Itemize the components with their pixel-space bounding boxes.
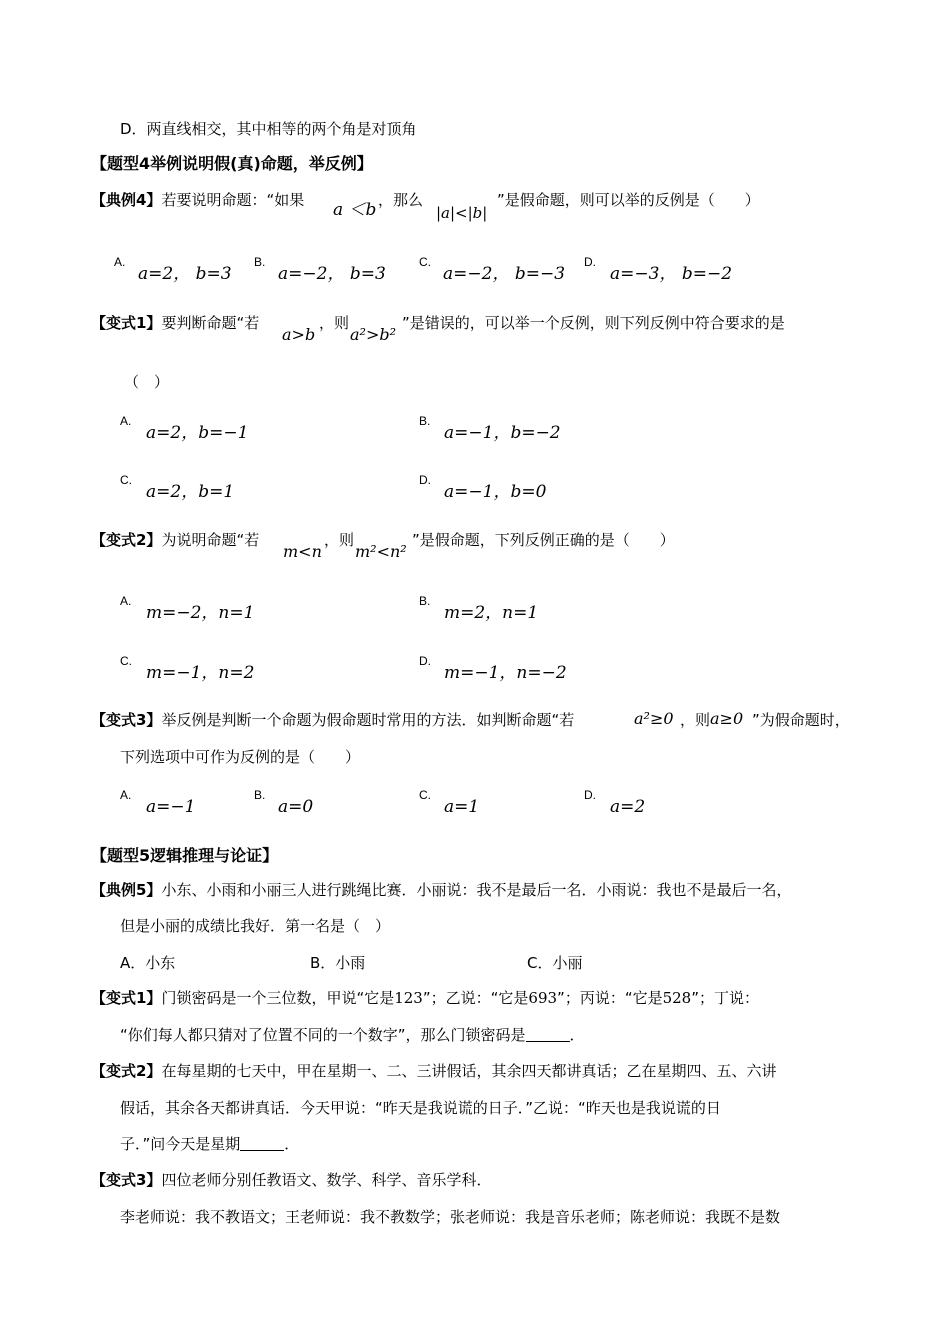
example4-option-a[interactable]: a=2， b=3	[138, 264, 232, 284]
t5-variant2-label: 【变式2】	[91, 1062, 162, 1080]
variant3-option-c[interactable]: a=1	[444, 797, 480, 817]
t5-variant1-line2-text: “你们每人都只猜对了位置不同的一个数字”，那么门锁密码是	[120, 1026, 526, 1044]
answer-blank[interactable]	[526, 1027, 570, 1042]
example4-option-c[interactable]: a=−2， b=−3	[443, 264, 566, 284]
example4-text-1: 若要说明命题：“如果	[161, 191, 305, 209]
example4-stem	[91, 190, 304, 210]
t5-variant1-text-2: ”；乙说：“它是	[422, 989, 529, 1007]
variant3-label: 【变式3】	[91, 711, 162, 729]
variant3-text-3: ”为假命题时，	[752, 711, 850, 729]
variant1-option-b[interactable]: a=−1，b=−2	[444, 423, 561, 443]
t5-variant1-label: 【变式1】	[91, 989, 162, 1007]
variant2-option-a[interactable]: m=−2，n=1	[146, 603, 255, 623]
example4-conclusion: |a|<|b|	[436, 204, 488, 222]
variant1-text-3: ”是错误的，可以举一个反例，则下列反例中符合要求的是	[402, 314, 785, 332]
variant1-text-1: 要判断命题“若	[161, 314, 260, 332]
variant3-option-d-letter[interactable]: D.	[584, 788, 596, 802]
example5-option-c[interactable]: C．小丽	[527, 954, 583, 972]
variant3-conclusion: a≥0	[710, 709, 744, 728]
variant2-text-1: 为说明命题“若	[161, 531, 260, 549]
t5-variant2-line3-text: 子．”问今天是星期	[120, 1135, 241, 1153]
t5-variant1-end: ．	[569, 1026, 585, 1044]
variant2-text-3: ”是假命题，下列反例正确的是（ ）	[412, 531, 675, 549]
example5-stem	[91, 880, 791, 900]
variant1-label: 【变式1】	[91, 314, 162, 332]
example4-option-b-letter[interactable]: B.	[254, 255, 266, 269]
variant1-condition: a>b	[282, 325, 316, 344]
variant2-option-b[interactable]: m=2，n=1	[444, 603, 539, 623]
variant2-label: 【变式2】	[91, 531, 162, 549]
t5-variant3-line1	[91, 1170, 491, 1190]
example4-option-d-letter[interactable]: D.	[584, 255, 596, 269]
t5-variant3-line1-text: 四位老师分别任教语文、数学、科学、音乐学科．	[161, 1171, 492, 1189]
variant2-option-a-letter[interactable]: A.	[120, 594, 132, 608]
t5-variant2-end: ．	[284, 1135, 300, 1153]
variant1-conclusion: a²>b²	[350, 325, 397, 344]
variant2-option-d[interactable]: m=−1，n=−2	[444, 663, 567, 683]
variant3-stem	[91, 710, 574, 730]
variant3-option-a[interactable]: a=−1	[146, 797, 196, 817]
t5-variant3-line2: 李老师说：我不教语文；王老师说：我不教数学；张老师说：我是音乐老师；陈老师说：我既不是数	[120, 1208, 781, 1226]
example4-text-2: ，那么	[378, 191, 424, 209]
variant2-option-d-letter[interactable]: D.	[419, 654, 431, 668]
example5-option-b[interactable]: B．小雨	[310, 954, 366, 972]
example5-line1: 小东、小雨和小丽三人进行跳绳比赛．小丽说：我不是最后一名．小雨说：我也不是最后一名，	[161, 881, 792, 899]
variant3-option-b[interactable]: a=0	[278, 797, 314, 817]
variant1-option-b-letter[interactable]: B.	[419, 414, 431, 428]
example5-line2: 但是小丽的成绩比我好．第一名是（ ）	[120, 917, 391, 935]
variant1-stem	[91, 313, 259, 333]
t5-variant2-line3	[120, 1134, 299, 1154]
variant2-option-b-letter[interactable]: B.	[419, 594, 431, 608]
variant2-condition: m<n	[283, 542, 322, 561]
t5-variant1-number-2: 693	[528, 989, 558, 1007]
t5-variant2-line2: 假话，其余各天都讲真话．今天甲说：“昨天是我说谎的日子．”乙说：“昨天也是我说谎的日	[120, 1099, 721, 1117]
section-heading-type4: 【题型4举例说明假(真)命题，举反例】	[91, 154, 373, 173]
t5-variant2-line1	[91, 1061, 776, 1081]
t5-variant1-line1	[91, 988, 759, 1008]
variant1-option-a-letter[interactable]: A.	[120, 414, 132, 428]
variant2-option-c-letter[interactable]: C.	[120, 654, 132, 668]
example5-label: 【典例5】	[91, 881, 162, 899]
example5-option-a[interactable]: A．小东	[120, 954, 176, 972]
variant1-option-c[interactable]: a=2，b=1	[146, 482, 235, 502]
variant1-option-d-letter[interactable]: D.	[419, 473, 431, 487]
variant1-text-2: ，则	[319, 314, 350, 332]
example4-option-b[interactable]: a=−2， b=3	[278, 264, 386, 284]
t5-variant2-line1-text: 在每星期的七天中，甲在星期一、二、三讲假话，其余四天都讲真话；乙在星期四、五、六讲	[161, 1062, 777, 1080]
variant2-conclusion: m²<n²	[355, 542, 407, 561]
t5-variant1-number-1: 123	[394, 989, 423, 1007]
variant3-text-1: 举反例是判断一个命题为假命题时常用的方法．如判断命题“若	[161, 711, 575, 729]
t5-variant1-text-3: ”；丙说：“它是	[557, 989, 663, 1007]
variant1-paren: （ ）	[124, 373, 170, 391]
example4-label: 【典例4】	[91, 191, 162, 209]
example4-option-d[interactable]: a=−3， b=−2	[610, 264, 733, 284]
example4-option-a-letter[interactable]: A.	[114, 255, 126, 269]
variant2-option-c[interactable]: m=−1，n=2	[146, 663, 255, 683]
prev-option-d: D．两直线相交，其中相等的两个角是对顶角	[120, 120, 417, 138]
answer-blank[interactable]	[240, 1136, 284, 1151]
variant3-line2: 下列选项中可作为反例的是（ ）	[120, 748, 361, 766]
variant2-text-2: ，则	[324, 531, 355, 549]
t5-variant1-text-4: ”；丁说：	[691, 989, 760, 1007]
t5-variant1-text-1: 门锁密码是一个三位数，甲说“它是	[161, 989, 395, 1007]
variant1-option-d[interactable]: a=−1，b=0	[444, 482, 547, 502]
example4-option-c-letter[interactable]: C.	[419, 255, 431, 269]
variant3-option-c-letter[interactable]: C.	[419, 788, 431, 802]
variant2-stem	[91, 530, 259, 550]
section-heading-type5: 【题型5逻辑推理与论证】	[91, 846, 279, 865]
example4-text-3: ”是假命题，则可以举的反例是（ ）	[497, 191, 760, 209]
variant3-option-b-letter[interactable]: B.	[254, 788, 266, 802]
t5-variant1-line2	[120, 1025, 585, 1045]
variant3-option-d[interactable]: a=2	[610, 797, 646, 817]
variant1-option-c-letter[interactable]: C.	[120, 473, 132, 487]
variant3-text-2: ，则	[680, 711, 711, 729]
t5-variant1-number-3: 528	[662, 989, 692, 1007]
variant3-option-a-letter[interactable]: A.	[120, 788, 132, 802]
t5-variant3-label: 【变式3】	[91, 1171, 162, 1189]
variant1-option-a[interactable]: a=2，b=−1	[146, 423, 249, 443]
variant3-condition: a²≥0	[634, 709, 674, 728]
example4-condition: a ＜b	[333, 200, 377, 220]
